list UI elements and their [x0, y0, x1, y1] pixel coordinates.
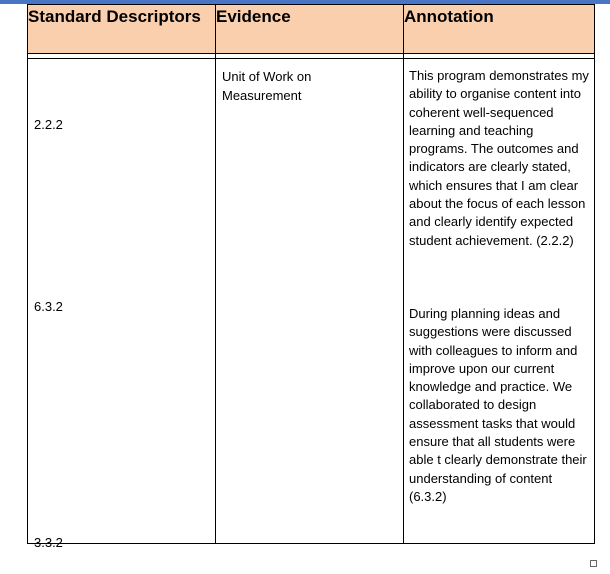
annotation-paragraph-1: This program demonstrates my ability to organise content into coherent well-sequenced learning and teaching programs. The outcomes and indicators are clearly stated, which ensures that I am clear about the focus of each lesson and clearly identify expected student achievement. (2.2.2): [409, 68, 589, 248]
header-annotation: Annotation: [404, 5, 595, 54]
evidence-cell[interactable]: [216, 59, 404, 544]
standards-table: [27, 4, 595, 550]
annotation-cell[interactable]: [404, 59, 595, 544]
evidence-text: Unit of Work on Measurement: [222, 69, 312, 103]
annotation-paragraph-2: During planning ideas and suggestions were discussed with colleagues to inform and improve upon our current knowledge and practice. We collaborated to design assessment tasks that would ensure that all students were able t clearly demonstrate their understanding of content (6.3.2): [409, 306, 587, 504]
header-standard-descriptors: Standard Descriptors: [28, 5, 216, 54]
header-evidence: Evidence: [216, 5, 404, 54]
header-row: [28, 5, 595, 54]
descriptor-2-2-2: 2.2.2: [34, 117, 63, 132]
descriptors-cell[interactable]: [28, 59, 216, 550]
descriptor-6-3-2: 6.3.2: [34, 299, 63, 314]
content-row: [28, 59, 595, 544]
table-resize-handle[interactable]: [590, 560, 597, 567]
descriptor-3-3-2: 3.3.2: [34, 535, 63, 550]
